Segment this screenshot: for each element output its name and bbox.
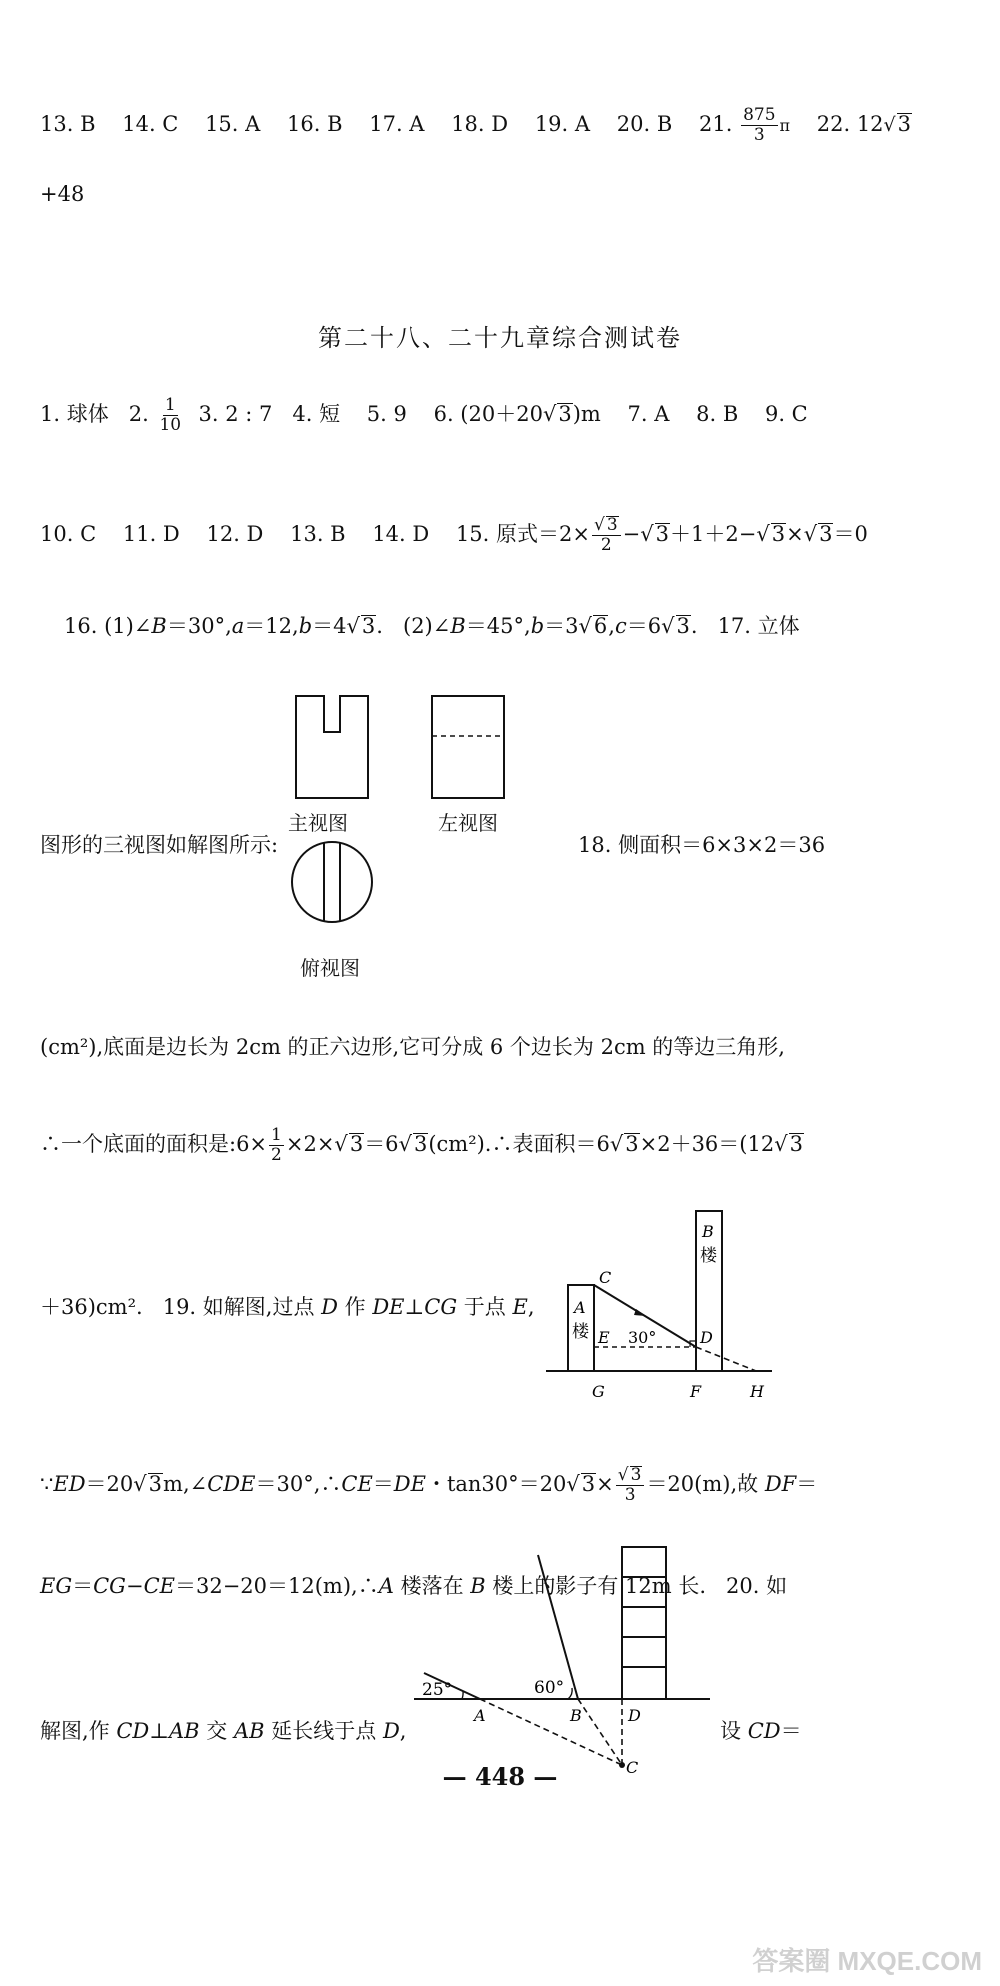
segment-cd: CD bbox=[747, 1719, 781, 1743]
angle-arc-60 bbox=[568, 1688, 572, 1699]
left-view-caption: 左视图 bbox=[438, 811, 498, 835]
label-f: F bbox=[690, 1382, 702, 1401]
answer-14: 14. C bbox=[122, 112, 179, 136]
answer-21-label: 21. bbox=[698, 112, 733, 136]
answer-17: 17. A bbox=[369, 112, 425, 136]
root-3: 3 bbox=[819, 522, 833, 546]
top-view-caption: 俯视图 bbox=[300, 956, 360, 980]
root-3: 3 bbox=[413, 1132, 428, 1156]
answer-4: 4. 短 bbox=[292, 402, 341, 426]
answer-16-part: ＝12, bbox=[244, 614, 299, 638]
answer-15: 15. 原式＝2× bbox=[455, 522, 590, 546]
label-a: A bbox=[574, 1298, 586, 1317]
root-3: 3 bbox=[771, 522, 786, 546]
answer-15: 15. A bbox=[205, 112, 261, 136]
pi-symbol: π bbox=[779, 116, 791, 135]
text-part: ＝30°,∴ bbox=[255, 1472, 342, 1496]
answer-2-fraction bbox=[157, 396, 183, 435]
answer-13: 13. B bbox=[40, 112, 96, 136]
label-angle-25: 25° bbox=[422, 1680, 453, 1700]
fraction-numerator: 875 bbox=[743, 105, 776, 125]
root-3: 3 bbox=[655, 522, 670, 546]
answer-1: 1. 球体 bbox=[40, 402, 109, 426]
building-b-ref: B bbox=[470, 1574, 486, 1598]
root-3: 3 bbox=[676, 614, 690, 638]
root-3: 3 bbox=[558, 402, 572, 426]
point-e: E bbox=[512, 1295, 528, 1319]
text-part: (cm²).∴表面积＝6 bbox=[428, 1132, 610, 1156]
answers-line-10 bbox=[40, 1718, 406, 1744]
answer-2-label: 2. bbox=[128, 402, 149, 426]
answer-19: 19. A bbox=[534, 112, 591, 136]
answer-16: 16. B bbox=[287, 112, 343, 136]
text-part: ×2＋36＝(12 bbox=[639, 1132, 775, 1156]
equals-zero: ＝0 bbox=[833, 522, 868, 546]
label-g: G bbox=[592, 1382, 605, 1401]
text-part: 于点 bbox=[457, 1295, 513, 1319]
answer-17-start: . 17. 立体 bbox=[690, 614, 800, 638]
top-view-circle bbox=[292, 842, 372, 922]
comma: , bbox=[527, 1295, 535, 1319]
var-a: a bbox=[231, 614, 245, 638]
fraction-numerator: √ 3 bbox=[592, 516, 621, 536]
angle-arc-25 bbox=[462, 1691, 463, 1699]
label-a: A bbox=[474, 1706, 486, 1725]
var-b: B bbox=[450, 614, 466, 638]
text-part: 延长线于点 bbox=[264, 1719, 383, 1743]
var-b-side: b bbox=[298, 614, 313, 638]
label-b: B bbox=[702, 1222, 714, 1241]
root-3: 3 bbox=[606, 515, 618, 535]
answer-22: 22. 12 bbox=[816, 112, 884, 136]
root-3: 3 bbox=[630, 1465, 642, 1485]
answer-12: 12. D bbox=[206, 522, 264, 546]
times: × bbox=[786, 522, 804, 546]
front-view-shape bbox=[296, 696, 368, 798]
label-d: D bbox=[628, 1706, 641, 1725]
label-lou-a: 楼 bbox=[572, 1322, 589, 1342]
answer-3: 3. 2 : 7 bbox=[198, 402, 273, 426]
segment-ce: CE bbox=[143, 1574, 175, 1598]
answer-13: 13. B bbox=[290, 522, 346, 546]
answer-16-part: . (2)∠ bbox=[376, 614, 451, 638]
shadow-extension bbox=[696, 1347, 756, 1371]
answers-line-6: ∴一个底面的面积是:6× $\frac{1}{2}$ ×2×√3＝6√3(cm²).∴表面积＝6√3×2＋36＝(12√3 bbox=[40, 1125, 803, 1165]
answer-21-fraction bbox=[741, 106, 777, 145]
root-6: 6 bbox=[593, 614, 608, 638]
var-c: c bbox=[614, 614, 627, 638]
figure-20 bbox=[410, 1525, 740, 1775]
fraction-denominator: 3 bbox=[624, 1485, 636, 1505]
root-3: 3 bbox=[581, 1472, 596, 1496]
text-part: m,∠ bbox=[163, 1472, 208, 1496]
comma: , bbox=[399, 1719, 407, 1743]
segment-ab: AB bbox=[233, 1719, 265, 1743]
minus: − bbox=[125, 1574, 144, 1598]
text-part: 作 bbox=[337, 1295, 373, 1319]
text-part: 楼落在 bbox=[393, 1574, 471, 1598]
fraction-denominator: 3 bbox=[753, 125, 765, 145]
equals: ＝ bbox=[372, 1472, 394, 1496]
answer-18: 18. D bbox=[451, 112, 509, 136]
answer-10: 10. C bbox=[40, 522, 97, 546]
answer-6-unit: )m bbox=[572, 402, 601, 426]
var-b: B bbox=[151, 614, 167, 638]
fraction-denominator: 2 bbox=[600, 535, 612, 555]
answer-20: 20. B bbox=[616, 112, 673, 136]
answer-16-part: ＝4 bbox=[312, 614, 347, 638]
label-d: D bbox=[700, 1328, 713, 1347]
fraction-numerator: 1 bbox=[164, 395, 176, 415]
answers-line-7 bbox=[40, 1294, 535, 1320]
segment-ce: CE bbox=[341, 1472, 373, 1496]
answer-16-part: ＝30°, bbox=[166, 614, 232, 638]
label-angle-30: 30° bbox=[628, 1328, 657, 1347]
segment-eg: EG bbox=[40, 1574, 73, 1598]
answers-line-1: 1. 球体 2. $\frac{1}{10}$ 3. 2 : 7 4. 短 5. 9 6. (20＋20√3)m 7. A 8. B 9. C bbox=[40, 395, 808, 435]
text-part: ＝6 bbox=[364, 1132, 399, 1156]
label-h: H bbox=[750, 1382, 764, 1401]
text-part: 交 bbox=[199, 1719, 234, 1743]
text-part: ＝20 bbox=[85, 1472, 134, 1496]
building bbox=[622, 1547, 666, 1699]
angle-cde: CDE bbox=[207, 1472, 256, 1496]
fraction-denominator: 10 bbox=[159, 415, 182, 435]
answer-22-continuation: +48 bbox=[40, 182, 85, 206]
text-part: ＋36)cm². 19. 如解图,过点 bbox=[40, 1295, 322, 1319]
root-3: 3 bbox=[789, 1132, 803, 1156]
perp-symbol: ⊥ bbox=[404, 1295, 425, 1319]
because-symbol: ∵ bbox=[40, 1472, 54, 1496]
fraction-half bbox=[269, 1126, 284, 1165]
fraction-root3-over-3 bbox=[616, 1466, 645, 1505]
answer-8: 8. B bbox=[696, 402, 739, 426]
answers-line-4-left: 图形的三视图如解图所示: bbox=[40, 833, 279, 857]
root-3: 3 bbox=[625, 1132, 639, 1156]
answer-16-part: ＝45°, bbox=[465, 614, 531, 638]
root-3: 3 bbox=[148, 1472, 163, 1496]
root-3: 3 bbox=[897, 112, 912, 136]
fraction-numerator: 1 bbox=[271, 1125, 282, 1145]
comma: , bbox=[608, 614, 615, 638]
root-3: 3 bbox=[349, 1132, 364, 1156]
equals: ＝ bbox=[796, 1472, 818, 1496]
label-e: E bbox=[598, 1328, 610, 1347]
segment-cd: CD bbox=[116, 1719, 150, 1743]
label-c: C bbox=[599, 1268, 612, 1287]
segment-df: DF bbox=[764, 1472, 797, 1496]
label-c: C bbox=[626, 1758, 639, 1775]
root-3: 3 bbox=[361, 614, 376, 638]
text-part: 设 bbox=[720, 1719, 748, 1743]
answer-5: 5. 9 bbox=[366, 402, 407, 426]
answer-11: 11. D bbox=[122, 522, 180, 546]
segment-cg: CG bbox=[424, 1295, 458, 1319]
answer-14: 14. D bbox=[372, 522, 430, 546]
text-part: ×2× bbox=[285, 1132, 335, 1156]
answers-line-top: 13. B 14. C 15. A 16. B 17. A 18. D 19. A 20. B 21. $\frac{875}{3}$ π 22. 12√3 bbox=[40, 105, 912, 145]
equals: ＝ bbox=[780, 1719, 802, 1743]
fraction-denominator: 2 bbox=[271, 1145, 282, 1165]
fraction-numerator: √ 3 bbox=[616, 1466, 645, 1486]
section-title: 第二十八、二十九章综合测试卷 bbox=[318, 324, 682, 352]
segment-ed: ED bbox=[53, 1472, 86, 1496]
label-b: B bbox=[570, 1706, 582, 1725]
arrow-icon bbox=[634, 1309, 646, 1316]
point-d: D bbox=[321, 1295, 338, 1319]
minus: − bbox=[622, 522, 641, 546]
text-part: 解图,作 bbox=[40, 1719, 117, 1743]
segment-de: DE bbox=[372, 1295, 405, 1319]
text-part: ＝20(m),故 bbox=[646, 1472, 765, 1496]
answers-line-4-right: 18. 侧面积＝6×3×2＝36 bbox=[578, 833, 826, 857]
var-b-side: b bbox=[530, 614, 545, 638]
text-part: ・tan30°＝20 bbox=[425, 1472, 567, 1496]
text-part: ＝32−20＝12(m),∴ bbox=[174, 1574, 379, 1598]
segment-cg: CG bbox=[93, 1574, 126, 1598]
page-number: — 448 — bbox=[442, 1762, 558, 1791]
point-d: D bbox=[382, 1719, 400, 1743]
answer-16-part: ＝6 bbox=[626, 614, 662, 638]
text-part: ∴一个底面的面积是:6× bbox=[40, 1132, 268, 1156]
answers-line-3: 16. (1)∠B＝30°,a＝12,b＝4√3. (2)∠B＝45°,b＝3√6,c＝6√3. 17. 立体 bbox=[64, 614, 800, 638]
answer-6: 6. (20＋20 bbox=[433, 402, 543, 426]
watermark-logo: 答案圈 MXQE.COM bbox=[752, 1946, 982, 1976]
answer-16-part: ＝3 bbox=[544, 614, 579, 638]
label-angle-60: 60° bbox=[534, 1678, 565, 1698]
front-view-caption: 主视图 bbox=[288, 811, 348, 835]
times: × bbox=[596, 1472, 614, 1496]
plus-terms: ＋1＋2− bbox=[670, 522, 757, 546]
perp-symbol: ⊥ bbox=[149, 1719, 170, 1743]
answers-line-2: 10. C 11. D 12. D 13. B 14. D 15. 原式＝2× $\frac{√ 3}{2}$ −√3＋1＋2−√3×√3＝0 bbox=[40, 515, 868, 555]
answer-7: 7. A bbox=[627, 402, 670, 426]
answer-15-fraction bbox=[592, 516, 621, 555]
answers-line-cont bbox=[40, 181, 84, 207]
answers-line-5: (cm²),底面是边长为 2cm 的正六边形,它可分成 6 个边长为 2cm 的等边三角形, bbox=[40, 1035, 785, 1059]
equals: ＝ bbox=[72, 1574, 94, 1598]
building-a-ref: A bbox=[378, 1574, 394, 1598]
text-part: 楼上的影子有 12m 长. 20. 如 bbox=[485, 1574, 788, 1598]
answers-line-8: ∵ED＝20√3m,∠CDE＝30°,∴CE＝DE・tan30°＝20√3× $\frac{√ 3}{3}$ ＝20(m),故 DF＝ bbox=[40, 1465, 818, 1505]
answer-9: 9. C bbox=[764, 402, 808, 426]
label-lou-b: 楼 bbox=[700, 1246, 717, 1266]
segment-ab: AB bbox=[169, 1719, 200, 1743]
answer-16-part: 16. (1)∠ bbox=[64, 614, 152, 638]
figure-19 bbox=[540, 1205, 780, 1405]
segment-de: DE bbox=[393, 1472, 426, 1496]
left-view-shape bbox=[432, 696, 504, 798]
